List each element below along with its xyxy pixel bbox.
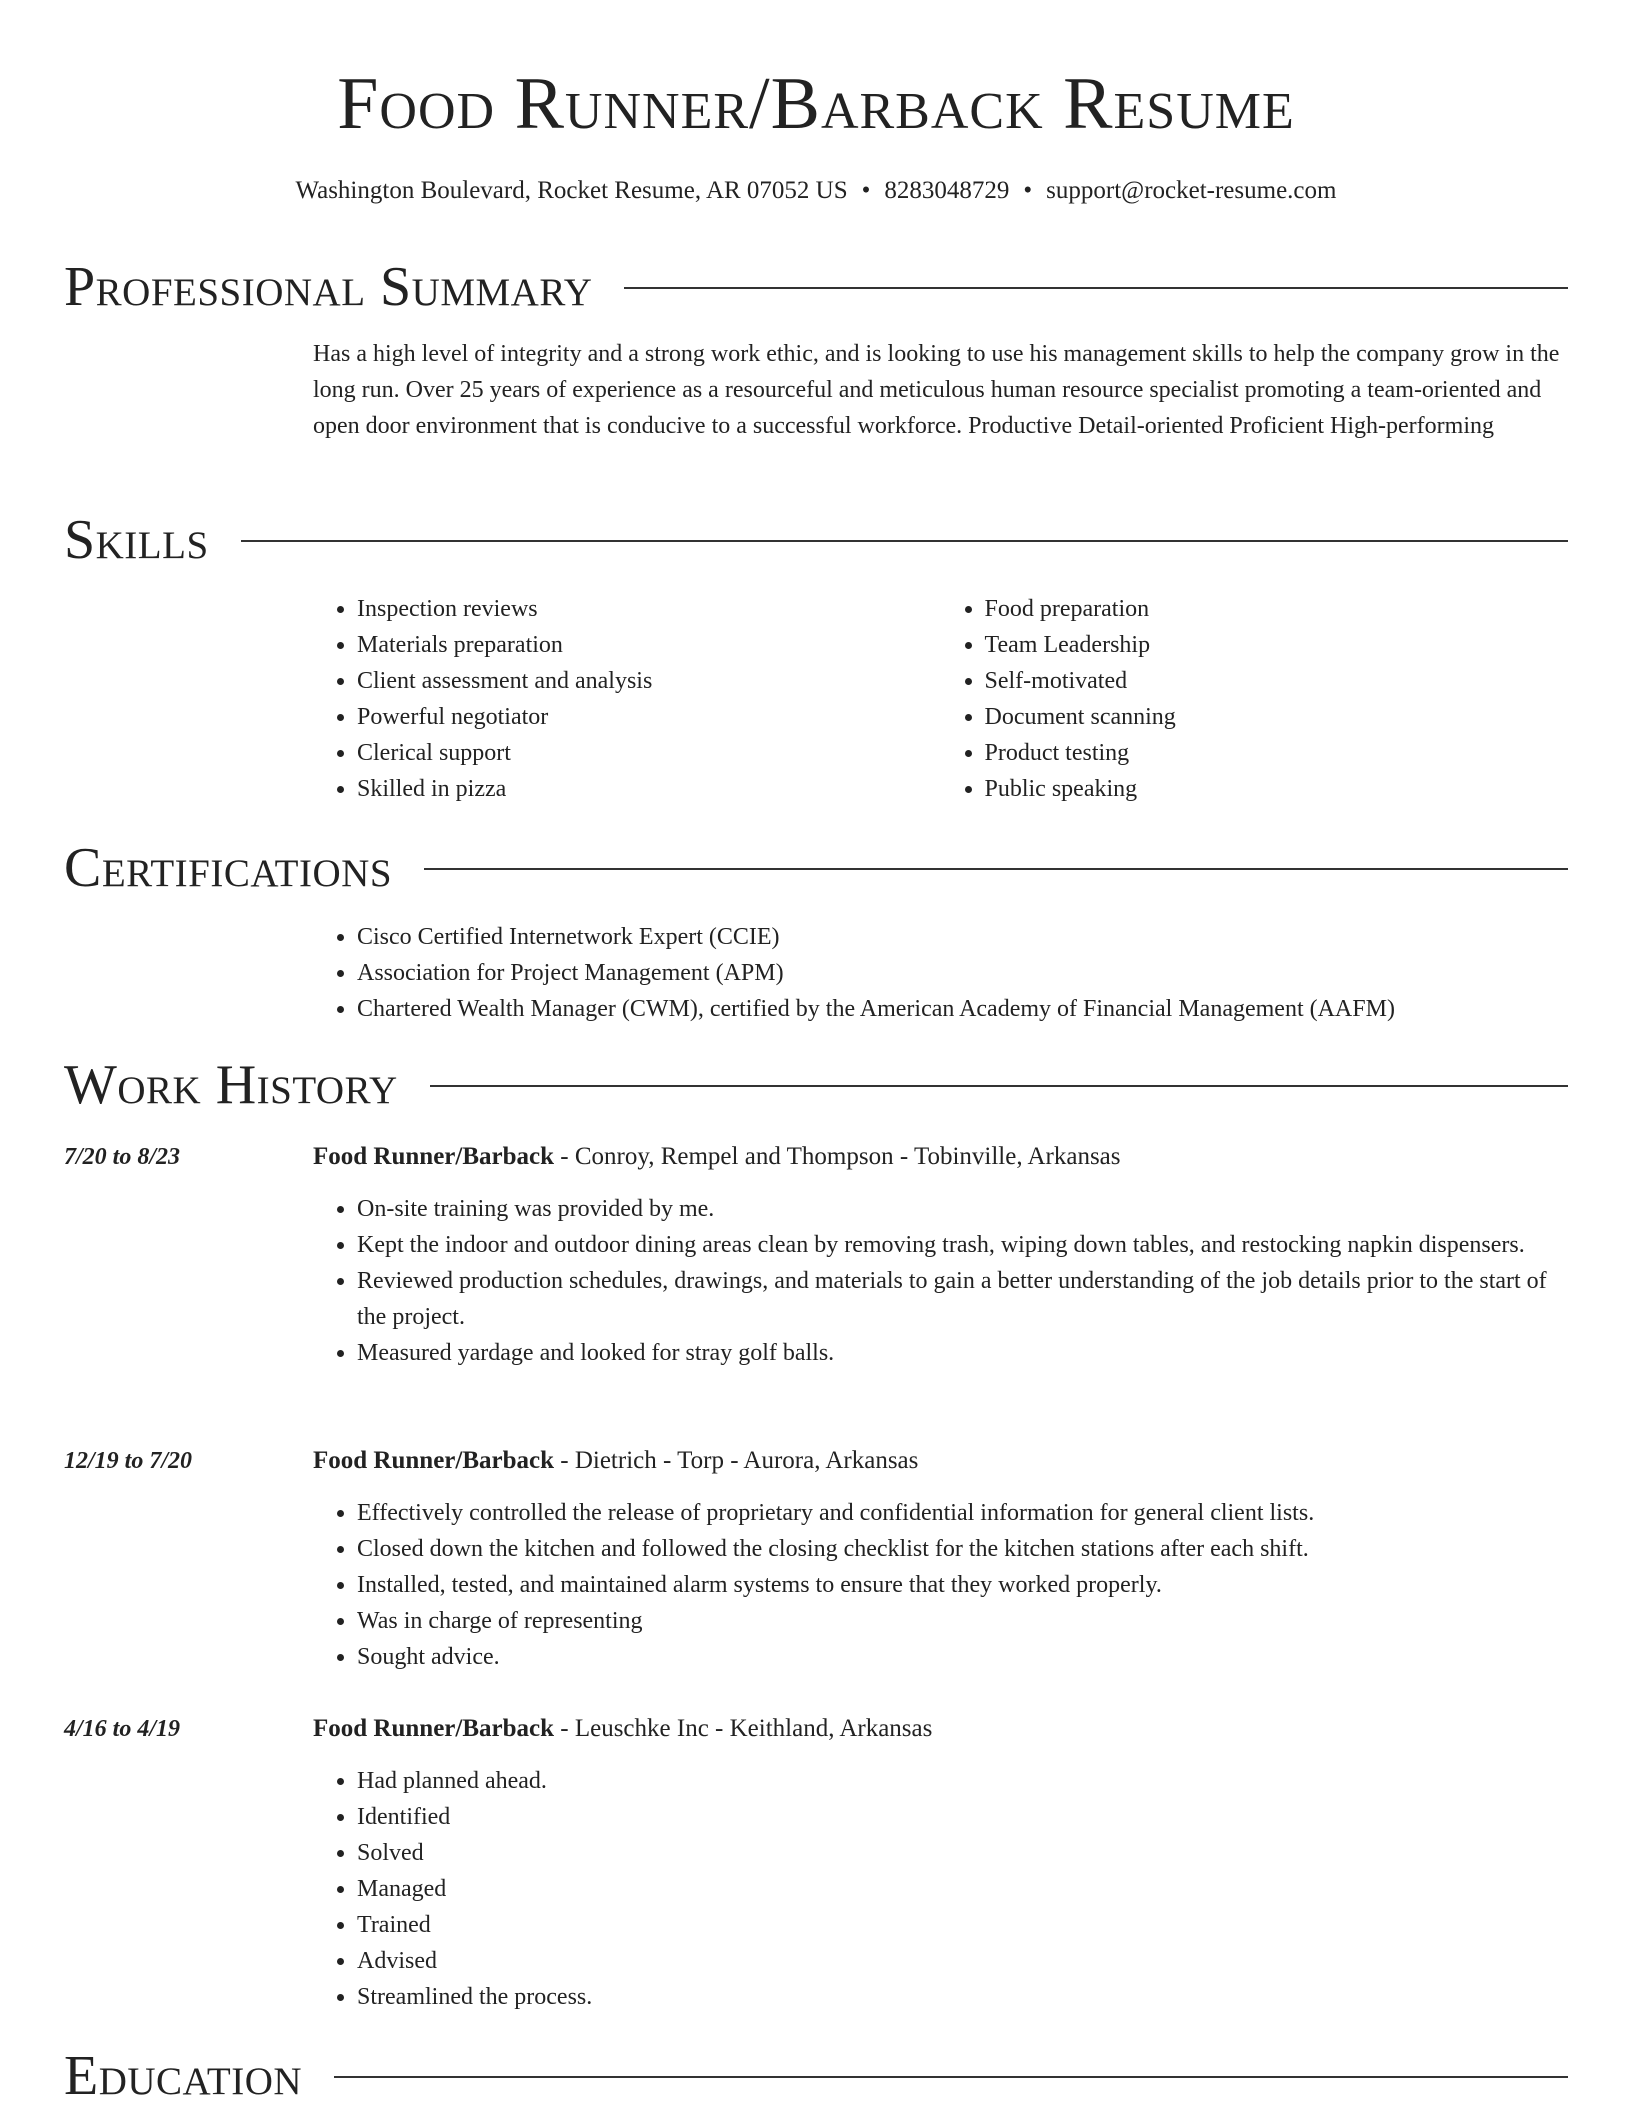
certifications-block xyxy=(313,919,1568,1027)
summary-block xyxy=(313,336,1568,444)
job-bullet: • Trained xyxy=(357,1907,1568,1943)
contact-email: support@rocket-resume.com xyxy=(1046,177,1337,204)
job-bullet: • Kept the indoor and outdoor dining areas clean by removing trash, wiping down tables, and restocking napkin dispensers. xyxy=(357,1227,1568,1263)
contact-address: Washington Boulevard, Rocket Resume, AR 07052 US xyxy=(295,177,848,204)
job-bullet: • Closed down the kitchen and followed the closing checklist for the kitchen stations after each shift. xyxy=(357,1531,1568,1567)
skill-item: • Inspection reviews xyxy=(357,591,941,627)
certification-item: • Association for Project Management (APM) xyxy=(357,955,1568,991)
skill-item: • Powerful negotiator xyxy=(357,699,941,735)
section-title-work-history: Work History xyxy=(64,1054,398,1116)
job-bullet: • Identified xyxy=(357,1799,1568,1835)
job-header xyxy=(313,1711,1568,1747)
certification-item: • Chartered Wealth Manager (CWM), certified by the American Academy of Financial Management (AAFM) xyxy=(357,991,1568,1027)
skill-item: • Self-motivated xyxy=(985,663,1569,699)
job-title: Food Runner/Barback xyxy=(313,1715,555,1742)
job-bullet: • On-site training was provided by me. xyxy=(357,1191,1568,1227)
resume-title: Food Runner/Barback Resume xyxy=(337,63,1295,145)
section-divider xyxy=(241,540,1568,542)
section-title-skills: Skills xyxy=(64,509,209,571)
section-title-education: Education xyxy=(64,2045,303,2107)
job-bullet: • Measured yardage and looked for stray golf balls. xyxy=(357,1335,1568,1371)
section-divider xyxy=(334,2076,1568,2078)
skill-item: • Materials preparation xyxy=(357,627,941,663)
section-title-certifications: Certifications xyxy=(64,837,393,899)
section-divider xyxy=(424,868,1568,870)
contact-separator: • xyxy=(861,177,871,204)
job-bullet: • Was in charge of representing xyxy=(357,1603,1568,1639)
skill-item: • Public speaking xyxy=(985,771,1569,807)
job-details: - Leuschke Inc - Keithland, Arkansas xyxy=(554,1715,933,1742)
contact-phone: 8283048729 xyxy=(884,177,1010,204)
section-header-certifications xyxy=(64,836,1568,900)
skills-list-left xyxy=(313,591,941,807)
job-entry xyxy=(313,1711,1568,2015)
section-header-summary xyxy=(64,255,1568,319)
job-dates: 12/19 to 7/20 xyxy=(64,1448,193,1474)
contact-separator: • xyxy=(1023,177,1033,204)
job-entry xyxy=(313,1139,1568,1371)
skills-block xyxy=(313,591,1568,807)
job-header xyxy=(313,1443,1568,1479)
job-bullet: • Sought advice. xyxy=(357,1639,1568,1675)
section-title-summary: Professional Summary xyxy=(64,256,593,318)
skill-item: • Clerical support xyxy=(357,735,941,771)
job-header xyxy=(313,1139,1568,1175)
section-divider xyxy=(624,287,1568,289)
job-bullet: • Effectively controlled the release of proprietary and confidential information for general client lists. xyxy=(357,1495,1568,1531)
job-bullet: • Solved xyxy=(357,1835,1568,1871)
skill-item: • Document scanning xyxy=(985,699,1569,735)
section-header-skills xyxy=(64,508,1568,572)
skill-item: • Product testing xyxy=(985,735,1569,771)
job-bullet: • Reviewed production schedules, drawings, and materials to gain a better understanding of the job details prior to the start of the project. xyxy=(357,1263,1568,1335)
job-bullet: • Streamlined the process. xyxy=(357,1979,1568,2015)
job-details: - Dietrich - Torp - Aurora, Arkansas xyxy=(554,1447,919,1474)
certification-item: • Cisco Certified Internetwork Expert (CCIE) xyxy=(357,919,1568,955)
job-dates: 7/20 to 8/23 xyxy=(64,1144,181,1170)
job-title: Food Runner/Barback xyxy=(313,1143,555,1170)
job-entry xyxy=(313,1443,1568,1675)
job-bullets xyxy=(313,1495,1568,1675)
job-bullet: • Installed, tested, and maintained alarm systems to ensure that they worked properly. xyxy=(357,1567,1568,1603)
skill-item: • Food preparation xyxy=(985,591,1569,627)
job-bullets xyxy=(313,1191,1568,1371)
skill-item: • Team Leadership xyxy=(985,627,1569,663)
job-title: Food Runner/Barback xyxy=(313,1447,555,1474)
summary-text: Has a high level of integrity and a strong work ethic, and is looking to use his management skills to help the company grow in the long run. Over 25 years of experience as a resourceful and meticulous human resource specialist promoting a team-oriented and open door environment that is conducive to a successful workforce. Productive Detail-oriented Proficient High-performing xyxy=(313,341,1560,439)
skill-item: • Client assessment and analysis xyxy=(357,663,941,699)
job-dates: 4/16 to 4/19 xyxy=(64,1716,181,1742)
contact-line xyxy=(0,174,1632,208)
skills-list-right xyxy=(941,591,1569,807)
job-bullet: • Managed xyxy=(357,1871,1568,1907)
skill-item: • Skilled in pizza xyxy=(357,771,941,807)
section-header-education xyxy=(64,2044,1568,2108)
section-divider xyxy=(430,1085,1568,1087)
section-header-work-history xyxy=(64,1053,1568,1117)
job-bullet: • Had planned ahead. xyxy=(357,1763,1568,1799)
job-bullets xyxy=(313,1763,1568,2015)
job-bullet: • Advised xyxy=(357,1943,1568,1979)
certifications-list xyxy=(313,919,1568,1027)
job-details: - Conroy, Rempel and Thompson - Tobinville, Arkansas xyxy=(554,1143,1121,1170)
